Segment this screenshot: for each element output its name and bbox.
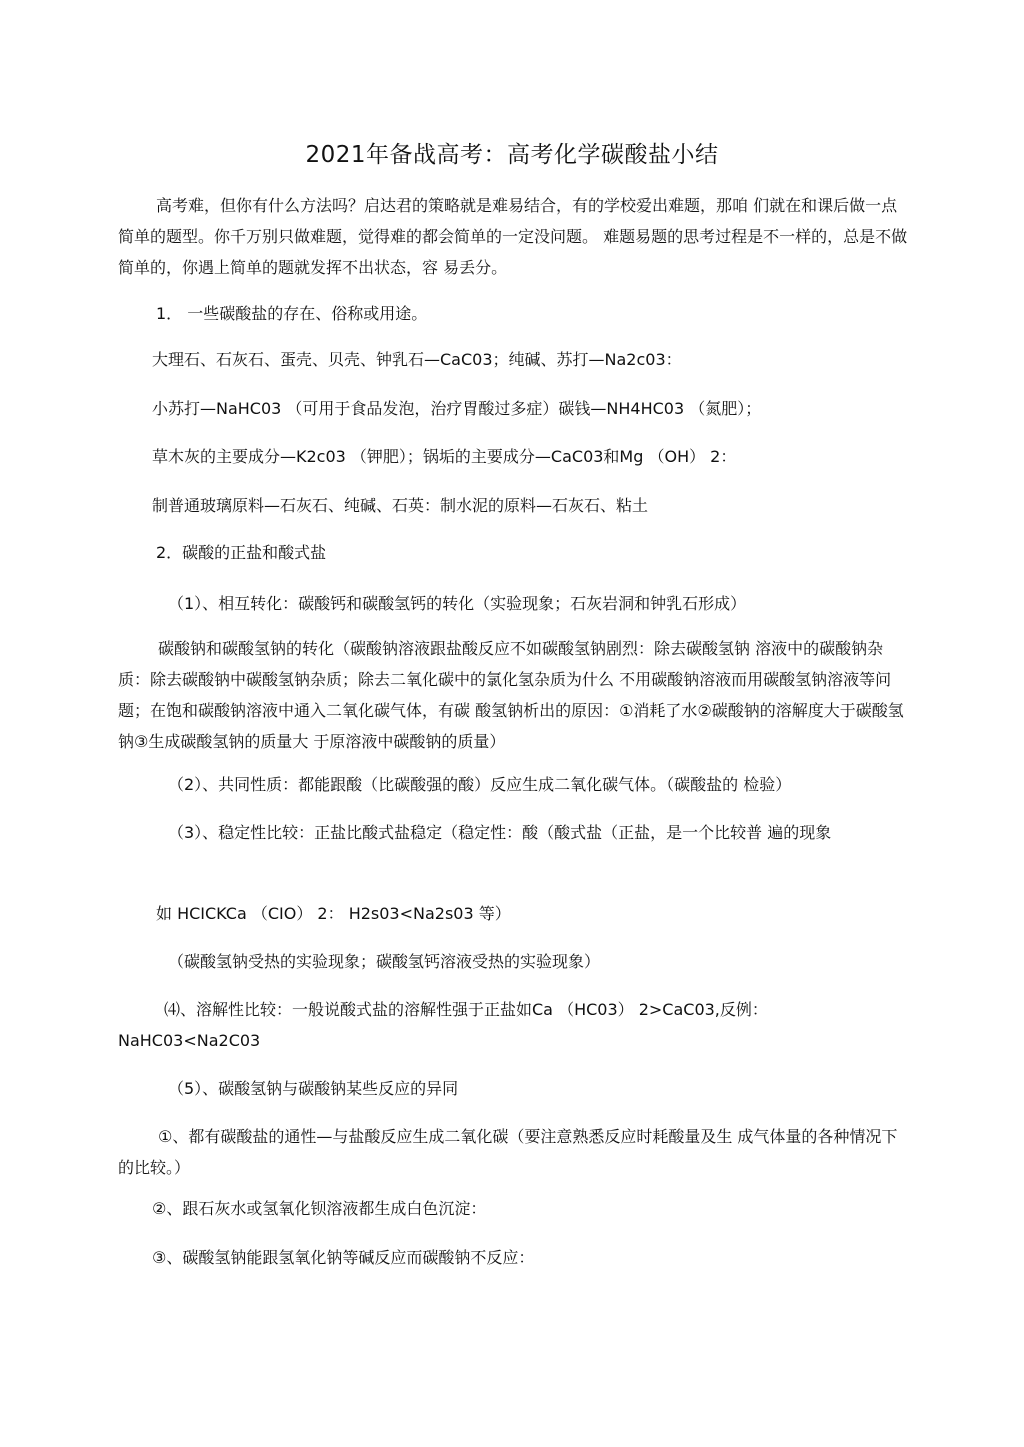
section-2-item-1: （1）、相互转化：碳酸钙和碳酸氢钙的转化（实验现象；石灰岩洞和钟乳石形成） [168,594,747,613]
section-1-line-4: 制普通玻璃原料—石灰石、纯碱、石英：制水泥的原料—石灰石、粘土 [152,496,649,515]
intro-paragraph: 高考难，但你有什么方法吗？启达君的策略就是难易结合，有的学校爱出难题，那咱 们就在和课后做一点简单的题型。你千万别只做难题，觉得难的都会简单的一定没问题。 难题易题的思考过程是不一样的，总是不做简单的，你遇上简单的题就发挥不出状态，容 易丢分。 [118,196,908,277]
section-1-line-3: 草木灰的主要成分—K2c03 （钾肥）；锅垢的主要成分—CaC03和Mg （OH） 2： [152,447,737,466]
section-2-item-1-body: 碳酸钠和碳酸氢钠的转化（碳酸钠溶液跟盐酸反应不如碳酸氢钠剧烈：除去碳酸氢钠 溶液中的碳酸钠杂质：除去碳酸钠中碳酸氢钠杂质；除去二氧化碳中的氯化氢杂质为什么 不用碳酸钠溶液而用碳酸氢钠溶液等问题；在饱和碳酸钠溶液中通入二氧化碳气体，有碳 酸氢钠析出的原因：①消耗了水②碳酸钠的溶解度大于碳酸氢钠③生成碳酸氢钠的质量大 于原溶液中碳酸钠的质量） [118,639,904,751]
section-2-item-3-note: （碳酸氢钠受热的实验现象；碳酸氢钙溶液受热的实验现象） [168,952,601,971]
section-2-item-5: （5）、碳酸氢钠与碳酸钠某些反应的异同 [168,1079,459,1098]
section-2-item-5-a: ①、都有碳酸盐的通性—与盐酸反应生成二氧化碳（要注意熟悉反应时耗酸量及生 成气体量的各种情况下的比较。） [118,1127,898,1177]
section-1-line-1: 大理石、石灰石、蛋壳、贝壳、钟乳石—CaC03；纯碱、苏打—Na2c03： [152,350,682,369]
page-title: 2021年备战高考：高考化学碳酸盐小结 [305,142,719,168]
section-2-item-3: （3）、稳定性比较：正盐比酸式盐稳定（稳定性：酸（酸式盐（正盐，是一个比较普 遍的现象 [168,823,832,842]
section-2-heading: 2．碳酸的正盐和酸式盐 [156,543,327,562]
section-2-item-4: ⑷、溶解性比较：一般说酸式盐的溶解性强于正盐如Ca （HC03） 2>CaC03,反例：NaHC03<Na2C03 [118,1000,768,1050]
section-2-item-3-example: 如 HCICKCa （CIO） 2： H2s03<Na2s03 等） [156,904,511,923]
section-2-item-5-b: ②、跟石灰水或氢氧化钡溶液都生成白色沉淀： [152,1199,487,1218]
section-2-item-5-c: ③、碳酸氢钠能跟氢氧化钠等碱反应而碳酸钠不反应： [152,1248,535,1267]
section-2-item-2: （2）、共同性质：都能跟酸（比碳酸强的酸）反应生成二氧化碳气体。（碳酸盐的 检验） [168,775,792,794]
section-1-line-2: 小苏打—NaHC03 （可用于食品发泡，治疗胃酸过多症）碳钱—NH4HC03 （氮肥）； [152,399,762,418]
section-1-heading: 1． 一些碳酸盐的存在、俗称或用途。 [156,304,428,323]
